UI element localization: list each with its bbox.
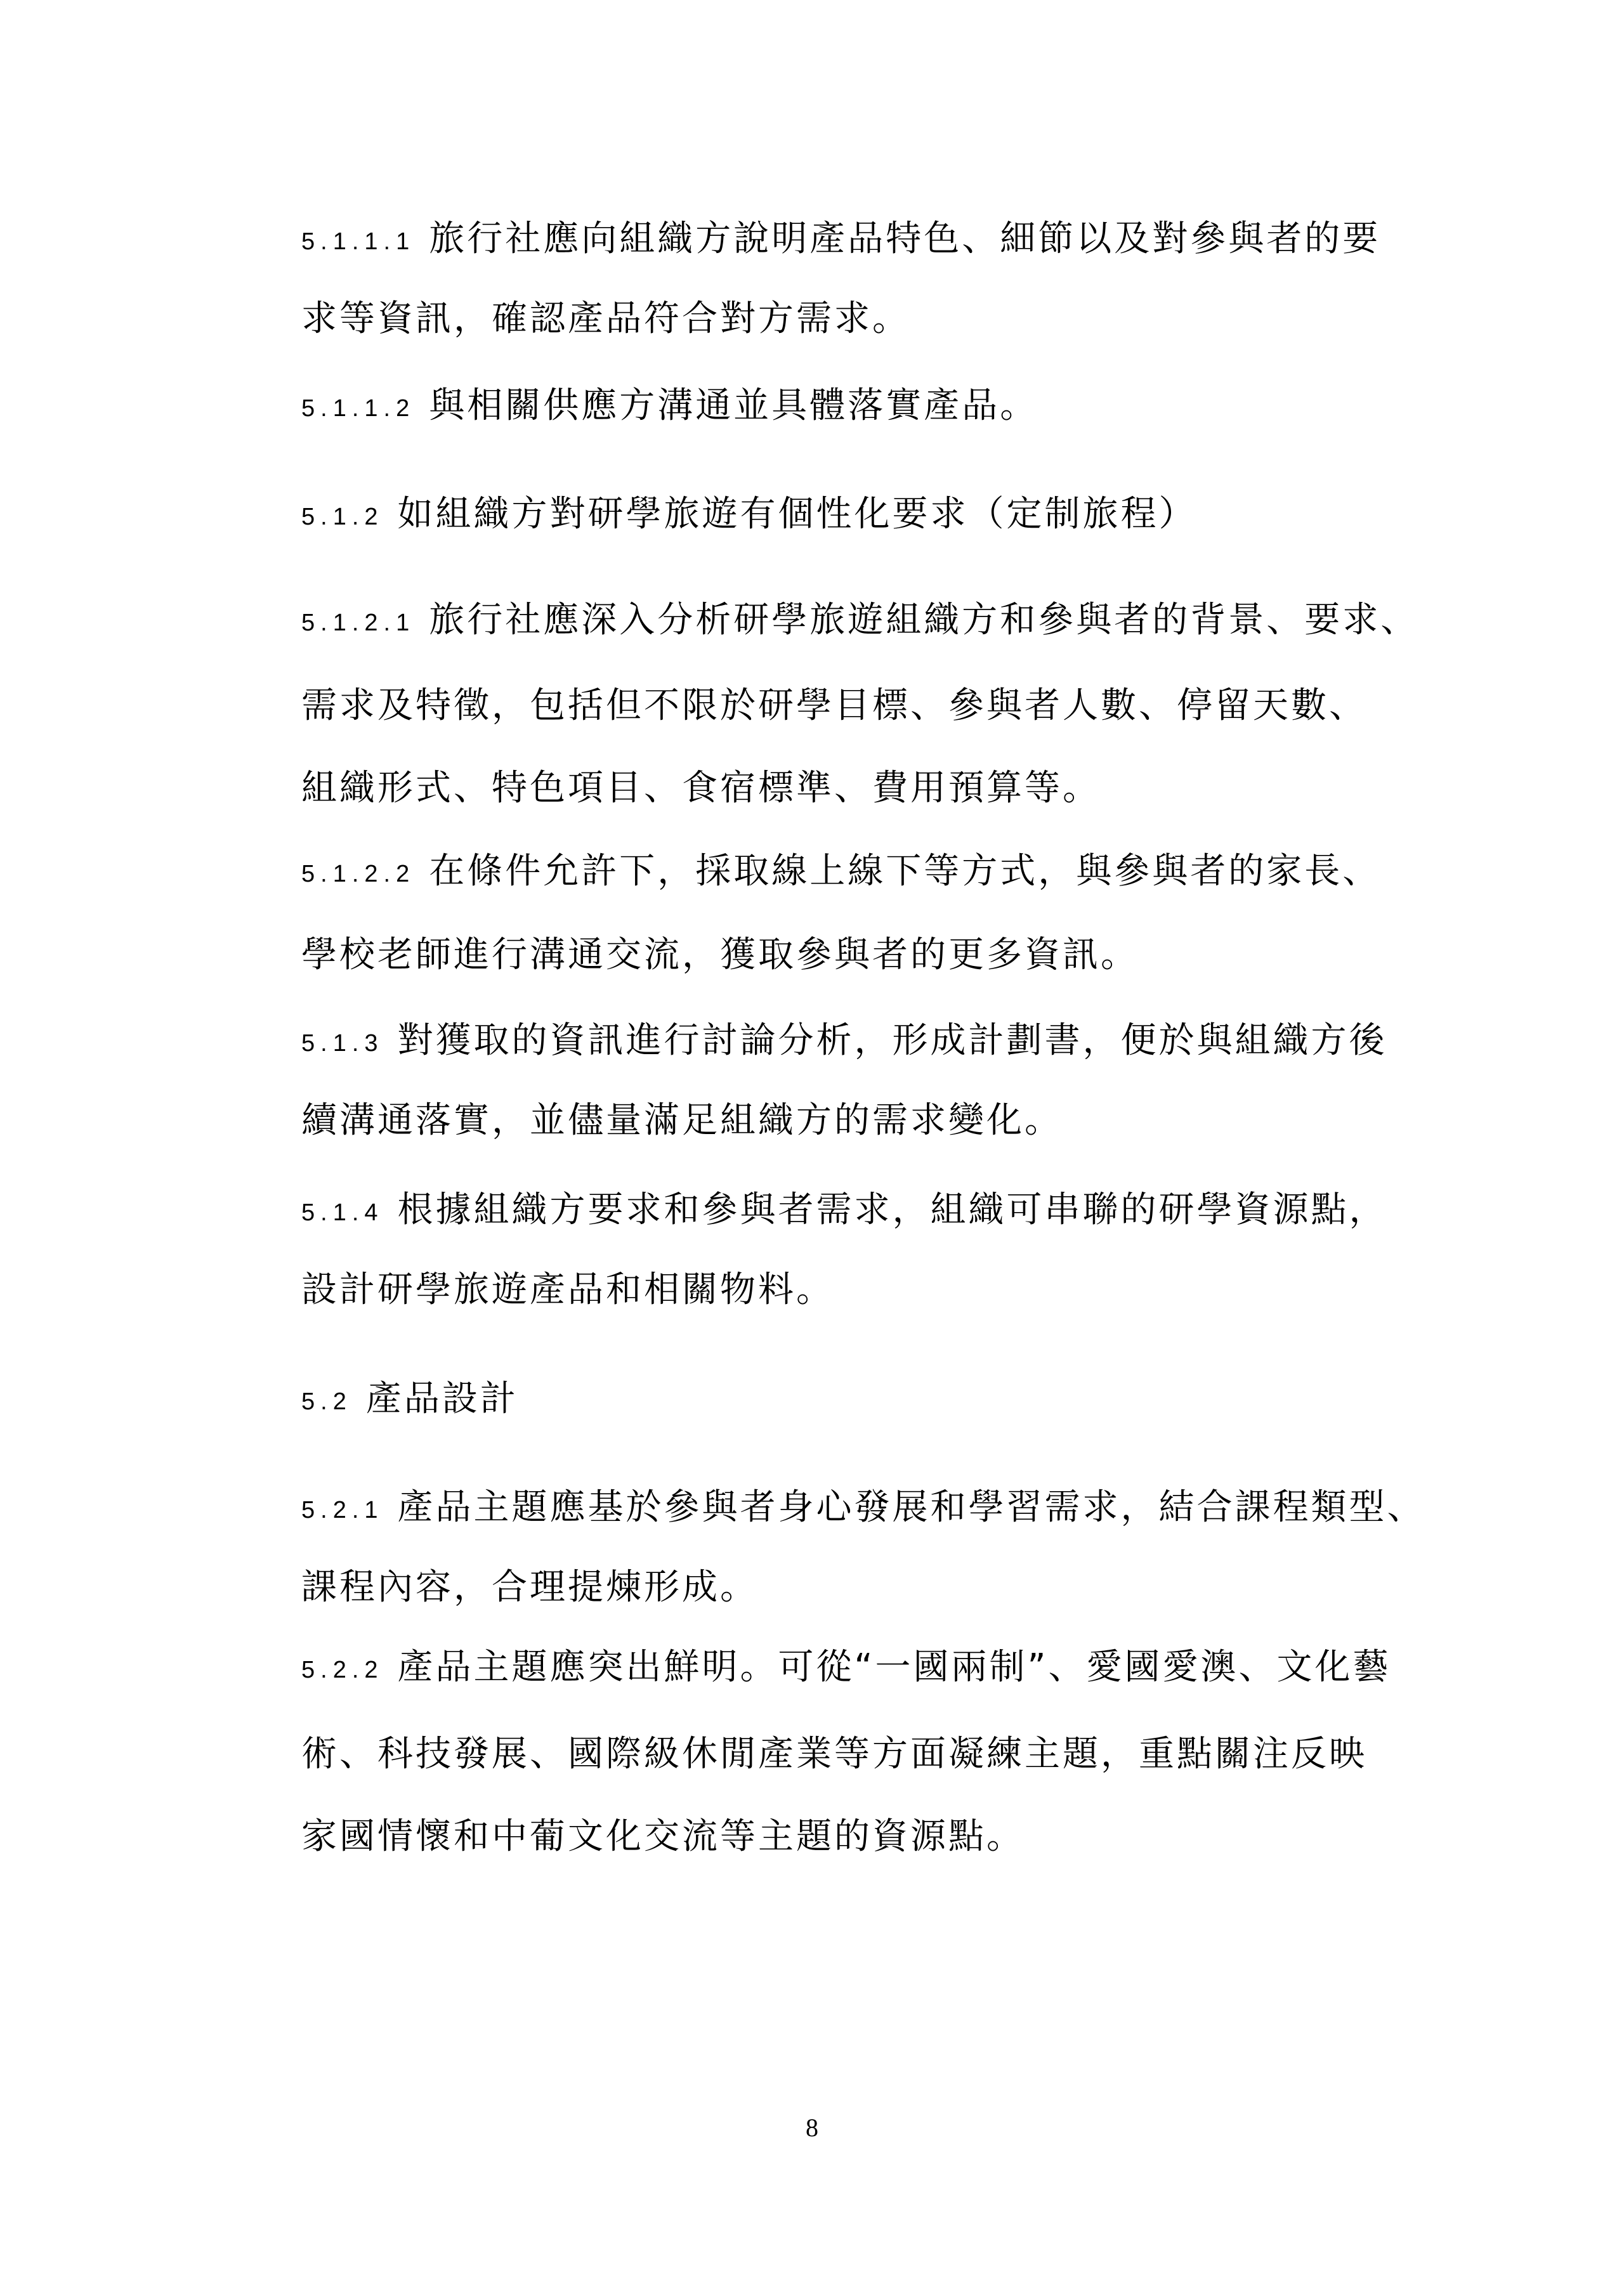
clause-5-1-4	[301, 1188, 1387, 1232]
clause-5-1-2-2	[301, 849, 1380, 894]
clause-text: 續溝通落實，並儘量滿足組織方的需求變化。	[301, 1100, 1063, 1141]
clause-number: 5.1.2.1	[301, 610, 416, 636]
clause-text: 旅行社應深入分析研學旅遊組織方和參與者的背景、要求、	[429, 599, 1419, 641]
clause-5-1-3-continued	[301, 1099, 1063, 1143]
clause-text: 對獲取的資訊進行討論分析，形成計劃書，便於與組織方後	[397, 1020, 1387, 1061]
clause-text: 根據組織方要求和參與者需求，組織可串聯的研學資源點，	[397, 1189, 1387, 1230]
clause-5-1-4-continued	[301, 1268, 834, 1312]
clause-number: 5.1.2	[301, 504, 384, 530]
clause-text: 組織形式、特色項目、食宿標準、費用預算等。	[301, 767, 1101, 809]
clause-5-1-3	[301, 1019, 1387, 1063]
clause-text: 設計研學旅遊產品和相關物料。	[301, 1269, 834, 1310]
clause-5-2-1	[301, 1485, 1425, 1530]
clause-5-2-2	[301, 1645, 1391, 1690]
clause-number: 5.1.1.2	[301, 395, 416, 422]
clause-number: 5.2.1	[301, 1497, 384, 1523]
clause-5-1-1-1	[301, 217, 1380, 261]
clause-text: 術、科技發展、國際級休閒產業等方面凝練主題，重點關注反映	[301, 1733, 1367, 1775]
clause-text: 求等資訊，確認產品符合對方需求。	[301, 298, 910, 339]
clause-number: 5.1.4	[301, 1199, 384, 1226]
clause-text: 產品主題應基於參與者身心發展和學習需求，結合課程類型、	[397, 1487, 1425, 1528]
clause-5-1-2-1-continued-2	[301, 766, 1101, 811]
clause-number: 5.1.3	[301, 1030, 384, 1057]
clause-text: 與相關供應方溝通並具體落實產品。	[429, 385, 1038, 426]
clause-5-2-2-continued-2	[301, 1815, 1025, 1859]
clause-5-1-1-2	[301, 384, 1038, 428]
section-number: 5.2	[301, 1388, 352, 1415]
clause-number: 5.2.2	[301, 1657, 384, 1683]
clause-5-1-2-2-continued	[301, 933, 1139, 977]
clause-text: 家國情懷和中葡文化交流等主題的資源點。	[301, 1816, 1025, 1857]
clause-text: 旅行社應向組織方說明產品特色、細節以及對參與者的要	[429, 218, 1381, 259]
clause-text: 產品主題應突出鮮明。可從“一國兩制”、愛國愛澳、文化藝	[397, 1647, 1391, 1688]
clause-number: 5.1.1.1	[301, 228, 416, 255]
clause-5-2-1-continued	[301, 1565, 758, 1610]
clause-text: 課程內容，合理提煉形成。	[301, 1567, 758, 1608]
clause-text: 需求及特徵，包括但不限於研學目標、參與者人數、停留天數、	[301, 685, 1367, 726]
clause-5-1-2-1-continued	[301, 684, 1367, 728]
section-5-2-heading	[301, 1377, 518, 1421]
clause-5-1-1-1-continued	[301, 297, 910, 341]
clause-5-2-2-continued	[301, 1732, 1367, 1777]
clause-text: 在條件允許下，採取線上線下等方式，與參與者的家長、	[429, 851, 1381, 892]
clause-text: 如組織方對研學旅遊有個性化要求（定制旅程）	[397, 493, 1197, 535]
clause-number: 5.1.2.2	[301, 861, 416, 887]
section-title: 產品設計	[365, 1378, 518, 1419]
clause-5-1-2	[301, 492, 1197, 537]
clause-5-1-2-1	[301, 598, 1418, 642]
clause-text: 學校老師進行溝通交流，獲取參與者的更多資訊。	[301, 934, 1139, 975]
page-number: 8	[806, 2113, 818, 2142]
